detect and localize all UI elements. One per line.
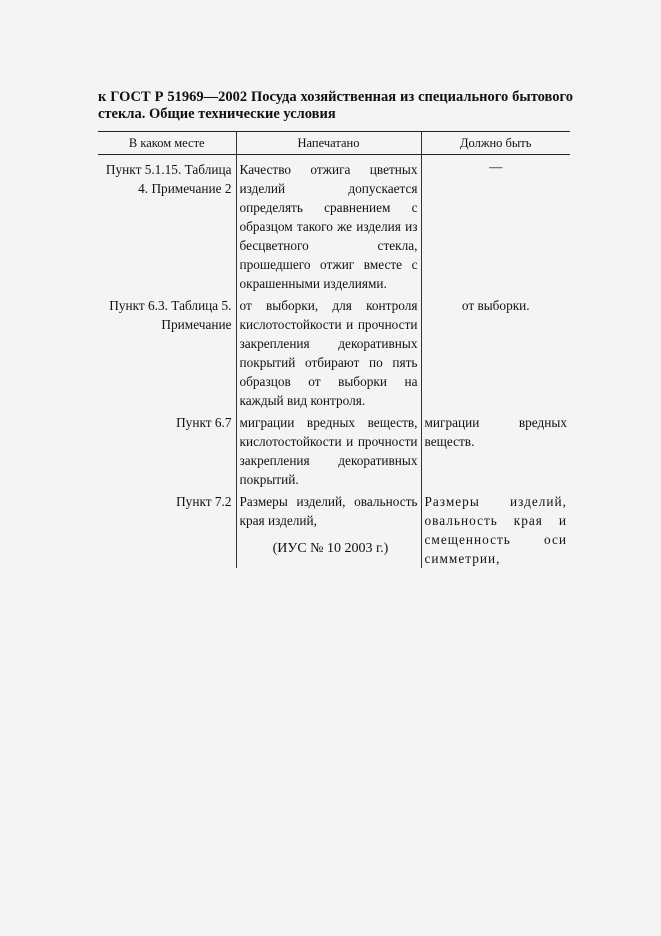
cell-should-be: Размеры изделий, овальность края и смещенность оси симметрии, — [421, 489, 570, 568]
cell-printed: Размеры изделий, овальность края изделий, — [236, 489, 421, 568]
cell-where: Пункт 6.7 — [176, 415, 232, 430]
cell-printed: от выборки, для контроля кислотостойкости и прочности закрепления декоративных покрытий отбирают по пять образцов от выборки на каждый вид контроля. — [236, 293, 421, 410]
header-where: В каком месте — [98, 132, 236, 155]
table-row — [98, 410, 570, 489]
cell-where: Пункт 5.1.15. Таблица 4. Примечание 2 — [105, 162, 232, 196]
cell-should-be: от выборки. — [421, 293, 570, 410]
cell-should-be: миграции вредных веществ. — [421, 410, 570, 489]
table-row — [98, 293, 570, 410]
table-row — [98, 155, 570, 294]
publication-note: (ИУС № 10 2003 г.) — [272, 541, 389, 556]
cell-printed: миграции вредных веществ, кислотостойкости и прочности закрепления декоративных покрытий. — [236, 410, 421, 489]
cell-where: Пункт 6.3. Таблица 5. Примечание — [109, 298, 232, 332]
header-should-be: Должно быть — [421, 132, 570, 155]
errata-table — [98, 131, 570, 568]
header-printed: Напечатано — [236, 132, 421, 155]
table-header-row — [98, 132, 570, 155]
cell-printed: Качество отжига цветных изделий допускается определять сравнением с образцом такого же изделия из бесцветного стекла, прошедшего отжиг вместе с окрашенными изделиями. — [236, 155, 421, 294]
document-title: к ГОСТ Р 51969—2002 Посуда хозяйственная из специального бытового стекла. Общие технические условия — [98, 89, 573, 122]
cell-where: Пункт 7.2 — [176, 494, 232, 509]
cell-should-be: — — [421, 155, 570, 294]
